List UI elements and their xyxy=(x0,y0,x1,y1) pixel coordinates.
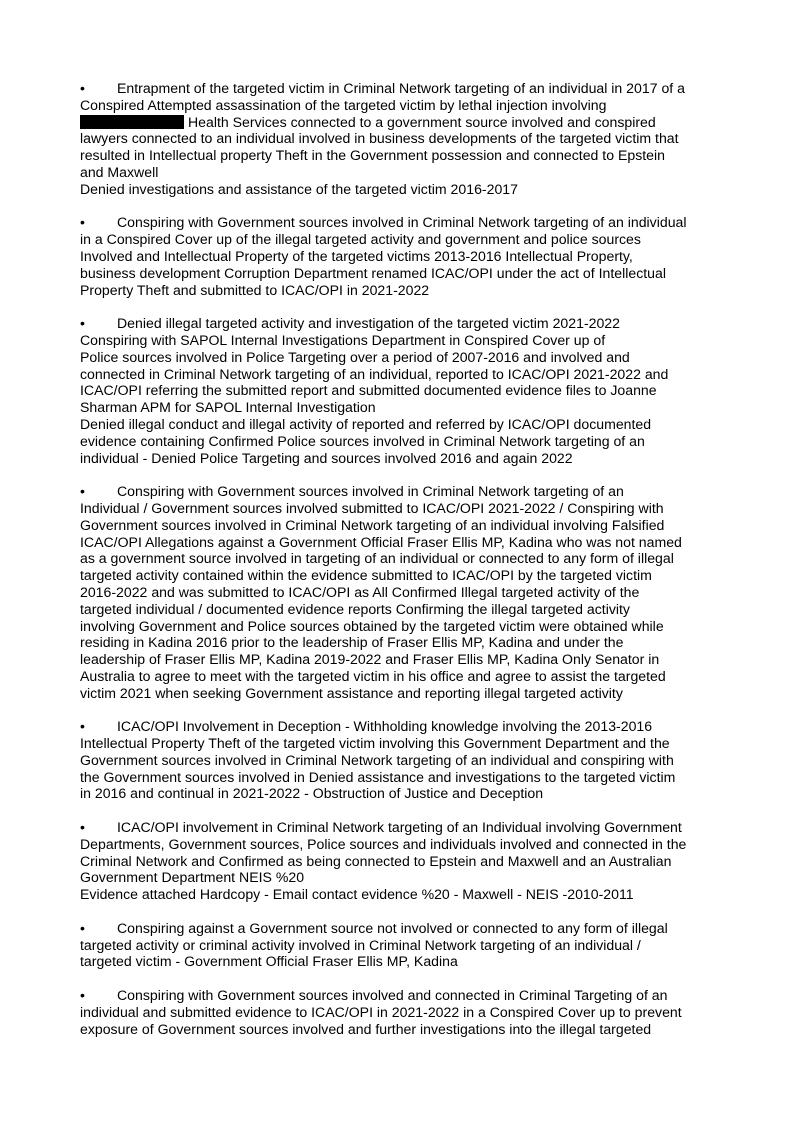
text-line: involving Government and Police sources obtained by the targeted victim were obtained while xyxy=(80,617,664,634)
text-line: Conspiring against a Government source not involved or connected to any form of illegal xyxy=(117,919,668,936)
text-line: 2016-2022 and was submitted to ICAC/OPI as All Confirmed Illegal targeted activity of the xyxy=(80,583,640,600)
redacted-line xyxy=(80,114,720,131)
text-line: ICAC/OPI referring the submitted report and submitted documented evidence files to Joanne xyxy=(80,382,657,399)
text-line: targeted activity contained within the evidence submitted to ICAC/OPI by the targeted victim xyxy=(80,567,652,584)
bullet-first-line xyxy=(80,315,720,332)
bullet-marker: • xyxy=(80,819,85,836)
bullet-first-line xyxy=(80,987,720,1004)
text-line: business development Corruption Department renamed ICAC/OPI under the act of Intellectual xyxy=(80,264,666,281)
text-line: individual and submitted evidence to ICAC/OPI in 2021-2022 in a Conspired Cover up to prevent xyxy=(80,1003,682,1020)
text-line: targeted victim - Government Official Fraser Ellis MP, Kadina xyxy=(80,953,458,970)
bullet-marker: • xyxy=(80,718,85,735)
document-page xyxy=(80,80,720,1054)
bullet-item xyxy=(80,315,720,466)
bullet-item xyxy=(80,819,720,903)
text-line: Conspiring with Government sources involved and connected in Criminal Targeting of an xyxy=(117,987,668,1004)
text-line: Government Department NEIS %20 xyxy=(80,869,305,886)
text-line: Involved and Intellectual Property of the targeted victims 2013-2016 Intellectual Property, xyxy=(80,247,633,264)
text-line: and Maxwell xyxy=(80,163,159,180)
text-line: leadership of Fraser Ellis MP, Kadina 2019-2022 and Fraser Ellis MP, Kadina Only Senator in xyxy=(80,651,660,668)
bullet-first-line xyxy=(80,483,720,500)
text-line: Denied illegal conduct and illegal activity of reported and referred by ICAC/OPI documented xyxy=(80,415,652,432)
bullet-item xyxy=(80,483,720,701)
text-line: Conspiring with Government sources involved in Criminal Network targeting of an individual xyxy=(117,214,687,231)
text-line: Australia to agree to meet with the targeted victim in his office and agree to assist the targeted xyxy=(80,667,666,684)
text-line: Departments, Government sources, Police sources and individuals involved and connected in the xyxy=(80,835,687,852)
bullet-item xyxy=(80,214,720,298)
text-line: Government sources involved in Criminal Network targeting of an individual involving Falsified xyxy=(80,516,665,533)
bullet-first-line xyxy=(80,718,720,735)
bullet-marker: • xyxy=(80,987,85,1004)
bullet-first-line xyxy=(80,819,720,836)
text-line: targeted activity or criminal activity involved in Criminal Network targeting of an individual / xyxy=(80,936,641,953)
text-line: ICAC/OPI Involvement in Deception - Withholding knowledge involving the 2013-2016 xyxy=(117,718,653,735)
text-line: ICAC/OPI involvement in Criminal Network targeting of an Individual involving Government xyxy=(117,819,682,836)
text-line: Conspiring with SAPOL Internal Investigations Department in Conspired Cover up of xyxy=(80,331,606,348)
text-line: Intellectual Property Theft of the targeted victim involving this Government Department and the xyxy=(80,735,670,752)
text-line: the Government sources involved in Denied assistance and investigations to the targeted victim xyxy=(80,768,676,785)
bullet-first-line xyxy=(80,920,720,937)
text-line: as a government source involved in targeting of an individual or connected to any form of illegal xyxy=(80,550,674,567)
text-line: connected in Criminal Network targeting of an individual, reported to ICAC/OPI 2021-2022 and xyxy=(80,365,669,382)
bullet-marker: • xyxy=(80,919,85,936)
bullet-first-line xyxy=(80,80,720,97)
text-line: ICAC/OPI Allegations against a Government Official Fraser Ellis MP, Kadina who was not named xyxy=(80,533,682,550)
text-line: targeted individual / documented evidence reports Confirming the illegal targeted activity xyxy=(80,600,630,617)
bullet-item xyxy=(80,80,720,198)
bullet-item xyxy=(80,920,720,970)
bullet-marker: • xyxy=(80,214,85,231)
bullet-first-line xyxy=(80,214,720,231)
text-line: in a Conspired Cover up of the illegal targeted activity and government and police sources xyxy=(80,231,641,248)
text-line: Sharman APM for SAPOL Internal Investigation xyxy=(80,399,376,416)
text-line: in 2016 and continual in 2021-2022 - Obstruction of Justice and Deception xyxy=(80,785,544,802)
text-line: residing in Kadina 2016 prior to the leadership of Fraser Ellis MP, Kadina and under the xyxy=(80,634,624,651)
text-line: Police sources involved in Police Targeting over a period of 2007-2016 and involved and xyxy=(80,348,630,365)
text-line: lawyers connected to an individual involved in business developments of the targeted victim that xyxy=(80,130,679,147)
text-line: Criminal Network and Confirmed as being connected to Epstein and Maxwell and an Australian xyxy=(80,852,672,869)
text-line: exposure of Government sources involved and further investigations into the illegal targeted xyxy=(80,1020,652,1037)
bullet-marker: • xyxy=(80,80,85,96)
text-line: Individual / Government sources involved submitted to ICAC/OPI 2021-2022 / Conspiring with xyxy=(80,499,664,516)
bullet-marker: • xyxy=(80,315,85,332)
text-line: Health Services connected to a government source involved and conspired xyxy=(188,113,656,130)
redaction-bar xyxy=(80,115,184,129)
text-line: evidence containing Confirmed Police sources involved in Criminal Network targeting of an xyxy=(80,432,645,449)
bullet-marker: • xyxy=(80,483,85,500)
text-line: Property Theft and submitted to ICAC/OPI in 2021-2022 xyxy=(80,281,430,298)
text-line: Government sources involved in Criminal Network targeting of an individual and conspiring with xyxy=(80,751,674,768)
text-line: individual - Denied Police Targeting and sources involved 2016 and again 2022 xyxy=(80,449,573,466)
text-line: resulted in Intellectual property Theft in the Government possession and connected to Epstein xyxy=(80,147,665,164)
text-line: Evidence attached Hardcopy - Email contact evidence %20 - Maxwell - NEIS -2010-2011 xyxy=(80,886,634,903)
text-line: Entrapment of the targeted victim in Criminal Network targeting of an individual in 2017 of a xyxy=(117,80,685,96)
bullet-item xyxy=(80,987,720,1037)
text-line: Conspiring with Government sources involved in Criminal Network targeting of an xyxy=(117,483,624,500)
text-line: Denied illegal targeted activity and investigation of the targeted victim 2021-2022 xyxy=(117,315,620,332)
text-line: victim 2021 when seeking Government assistance and reporting illegal targeted activity xyxy=(80,684,623,701)
text-line: Denied investigations and assistance of the targeted victim 2016-2017 xyxy=(80,180,518,197)
bullet-item xyxy=(80,718,720,802)
text-line: Conspired Attempted assassination of the targeted victim by lethal injection involving xyxy=(80,96,607,113)
